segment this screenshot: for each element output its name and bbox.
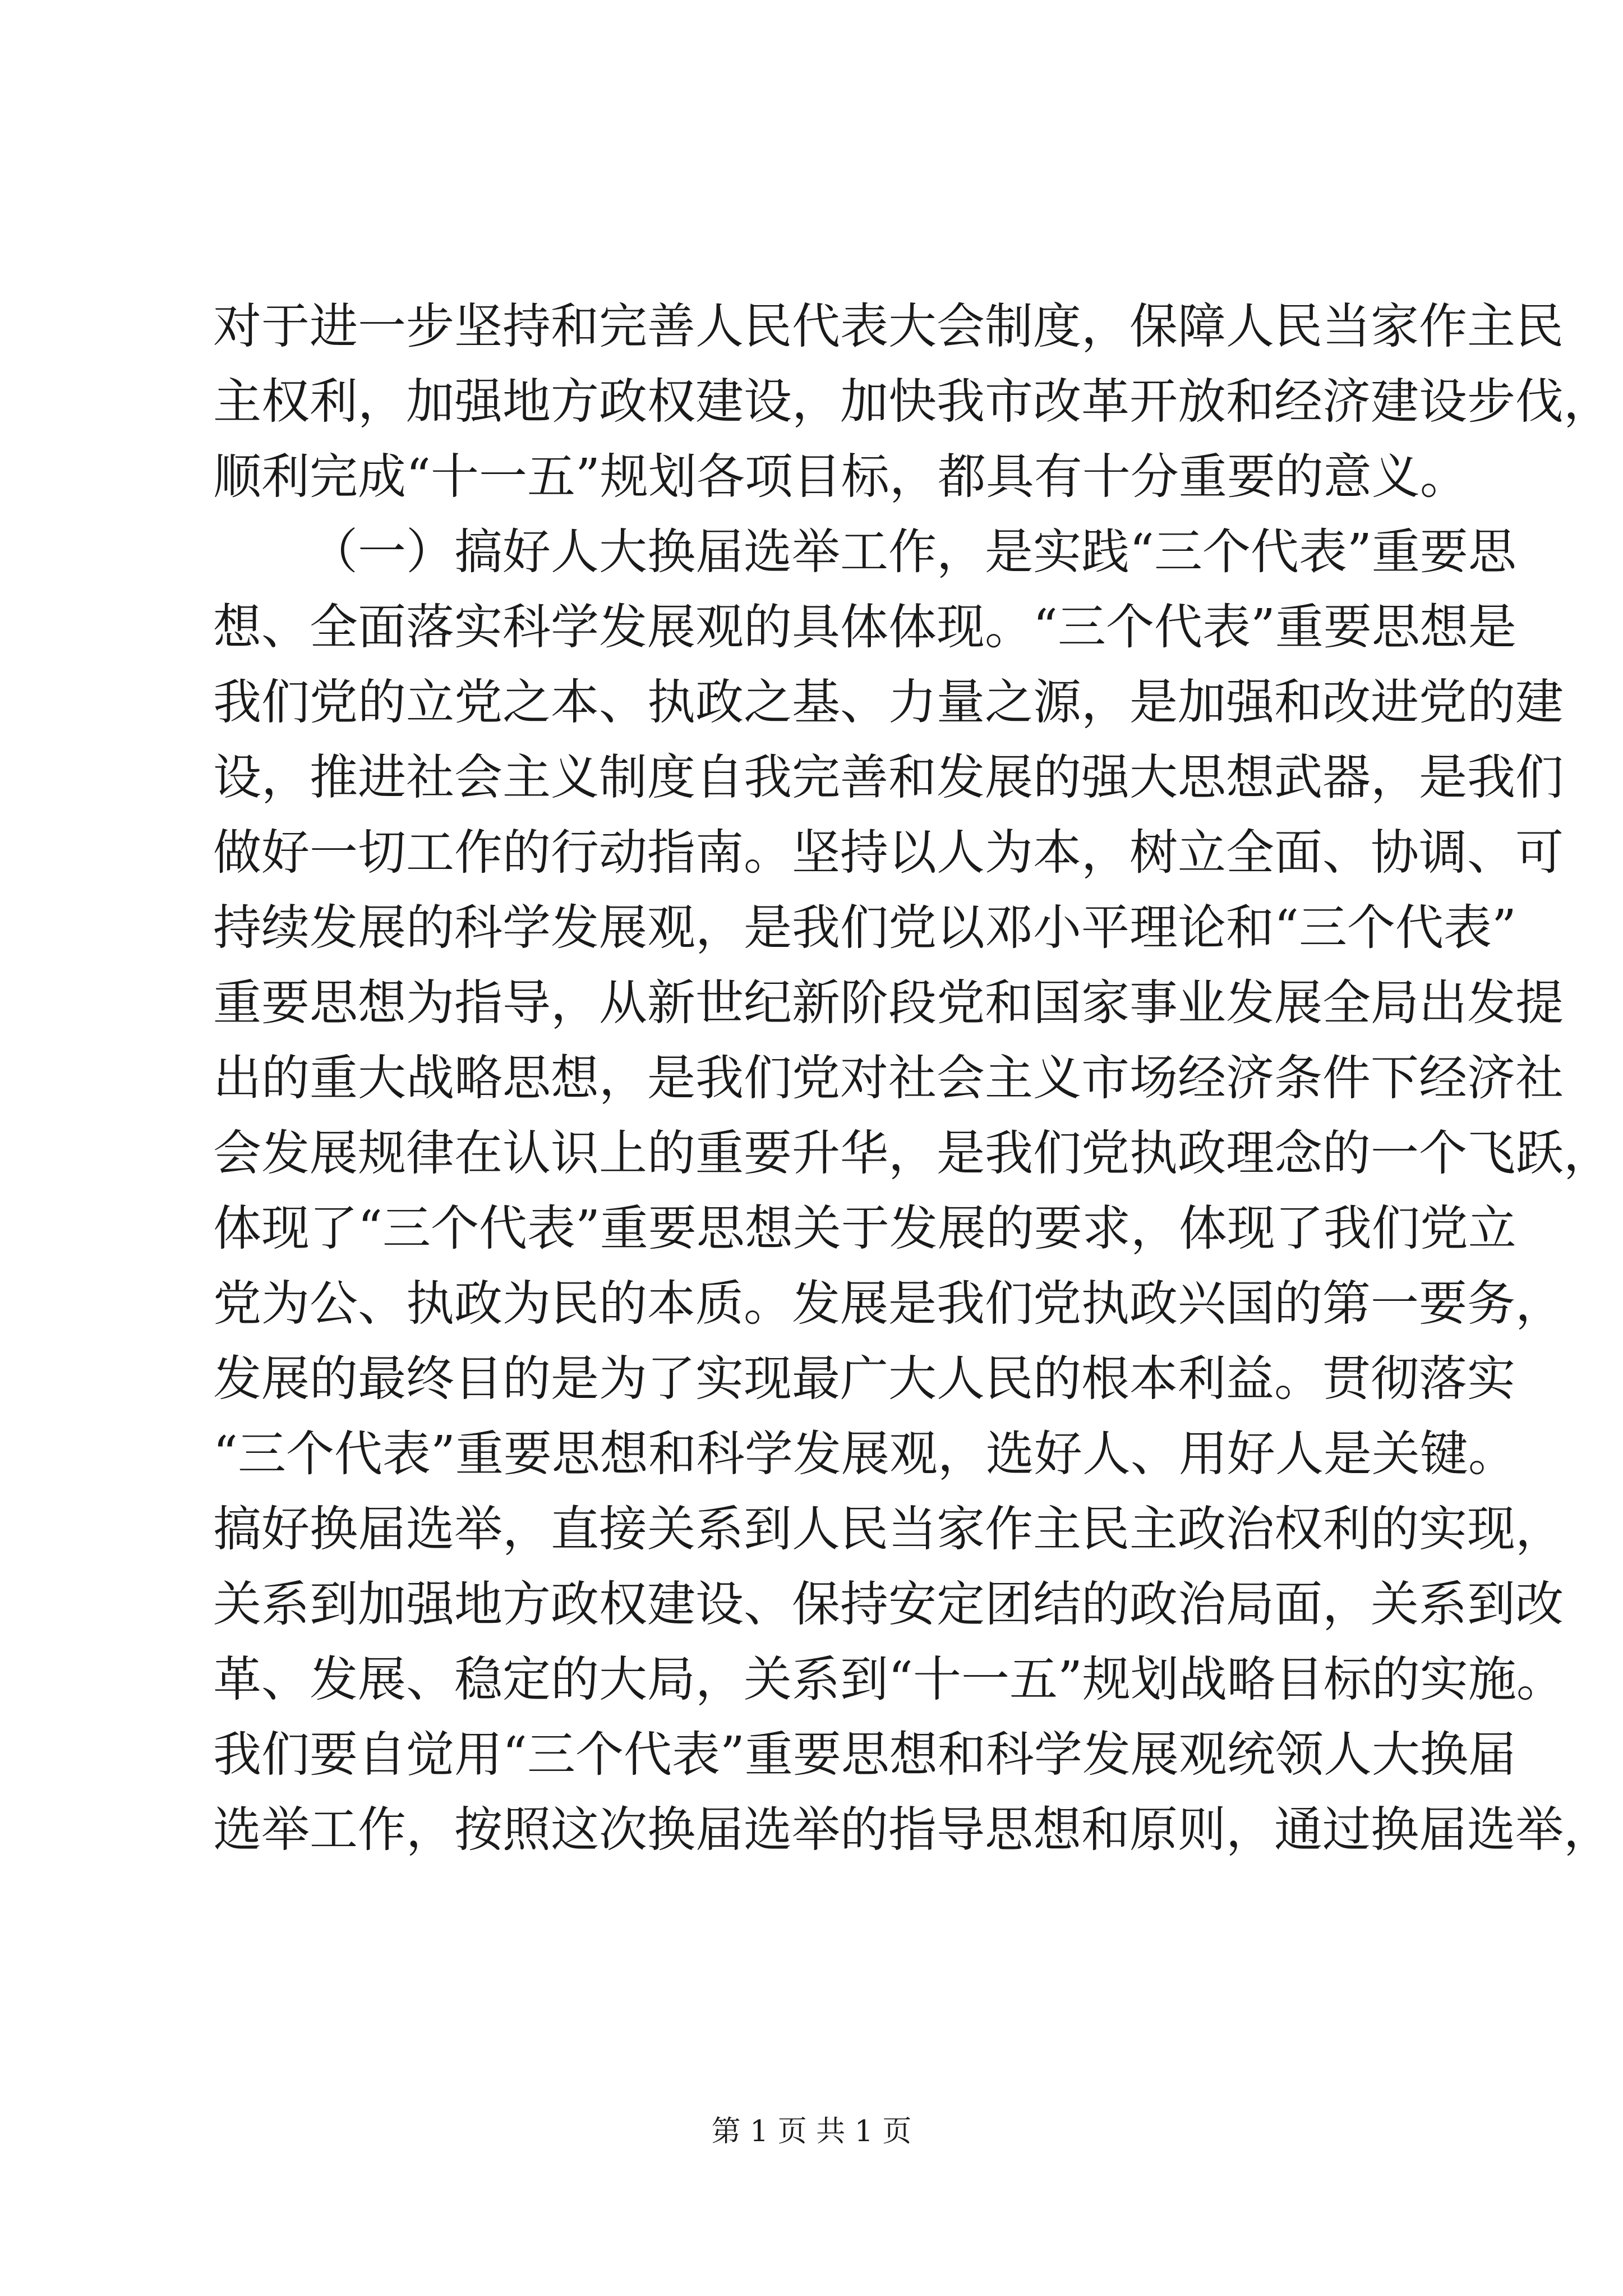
text-line-4: （一）搞好人大换届选举工作，是实践“三个代表”重要思: [310, 524, 1516, 580]
text-line-1: 对于进一步坚持和完善人民代表大会制度，保障人民当家作主民: [213, 298, 1564, 355]
text-line-17: 搞好换届选举，直接关系到人民当家作主民主政治权利的实现，: [213, 1501, 1564, 1557]
text-line-18: 关系到加强地方政权建设、保持安定团结的政治局面，关系到改: [213, 1576, 1564, 1632]
text-line-19: 革、发展、稳定的大局，关系到“十一五”规划战略目标的实施。: [213, 1651, 1565, 1708]
text-line-5: 想、全面落实科学发展观的具体体现。“三个代表”重要思想是: [213, 599, 1516, 655]
text-line-15: 发展的最终目的是为了实现最广大人民的根本利益。贯彻落实: [213, 1351, 1515, 1407]
page-footer: [0, 2112, 1623, 2151]
text-line-2: 主权利，加强地方政权建设，加快我市改革开放和经济建设步伐，: [213, 374, 1612, 430]
body-text: [213, 289, 1612, 1867]
text-line-20: 我们要自觉用“三个代表”重要思想和科学发展观统领人大换届: [213, 1727, 1516, 1783]
text-line-10: 重要思想为指导，从新世纪新阶段党和国家事业发展全局出发提: [213, 975, 1564, 1031]
text-line-8: 做好一切工作的行动指南。坚持以人为本，树立全面、协调、可: [213, 825, 1564, 881]
text-line-11: 出的重大战略思想，是我们党对社会主义市场经济条件下经济社: [213, 1050, 1564, 1106]
text-line-6: 我们党的立党之本、执政之基、力量之源，是加强和改进党的建: [213, 674, 1564, 730]
text-line-14: 党为公、执政为民的本质。发展是我们党执政兴国的第一要务，: [213, 1276, 1564, 1332]
page-number-label: 第 1 页 共 1 页: [711, 2115, 912, 2148]
text-line-12: 会发展规律在认识上的重要升华，是我们党执政理念的一个飞跃，: [213, 1125, 1612, 1181]
text-line-13: 体现了“三个代表”重要思想关于发展的要求，体现了我们党立: [213, 1200, 1516, 1257]
text-line-21: 选举工作，按照这次换届选举的指导思想和原则，通过换届选举，: [213, 1802, 1612, 1858]
text-line-16: “三个代表”重要思想和科学发展观，选好人、用好人是关键。: [213, 1426, 1516, 1482]
text-line-7: 设，推进社会主义制度自我完善和发展的强大思想武器，是我们: [213, 749, 1564, 806]
text-line-9: 持续发展的科学发展观，是我们党以邓小平理论和“三个代表”: [213, 900, 1516, 956]
text-line-3: 顺利完成“十一五”规划各项目标，都具有十分重要的意义。: [213, 449, 1468, 505]
